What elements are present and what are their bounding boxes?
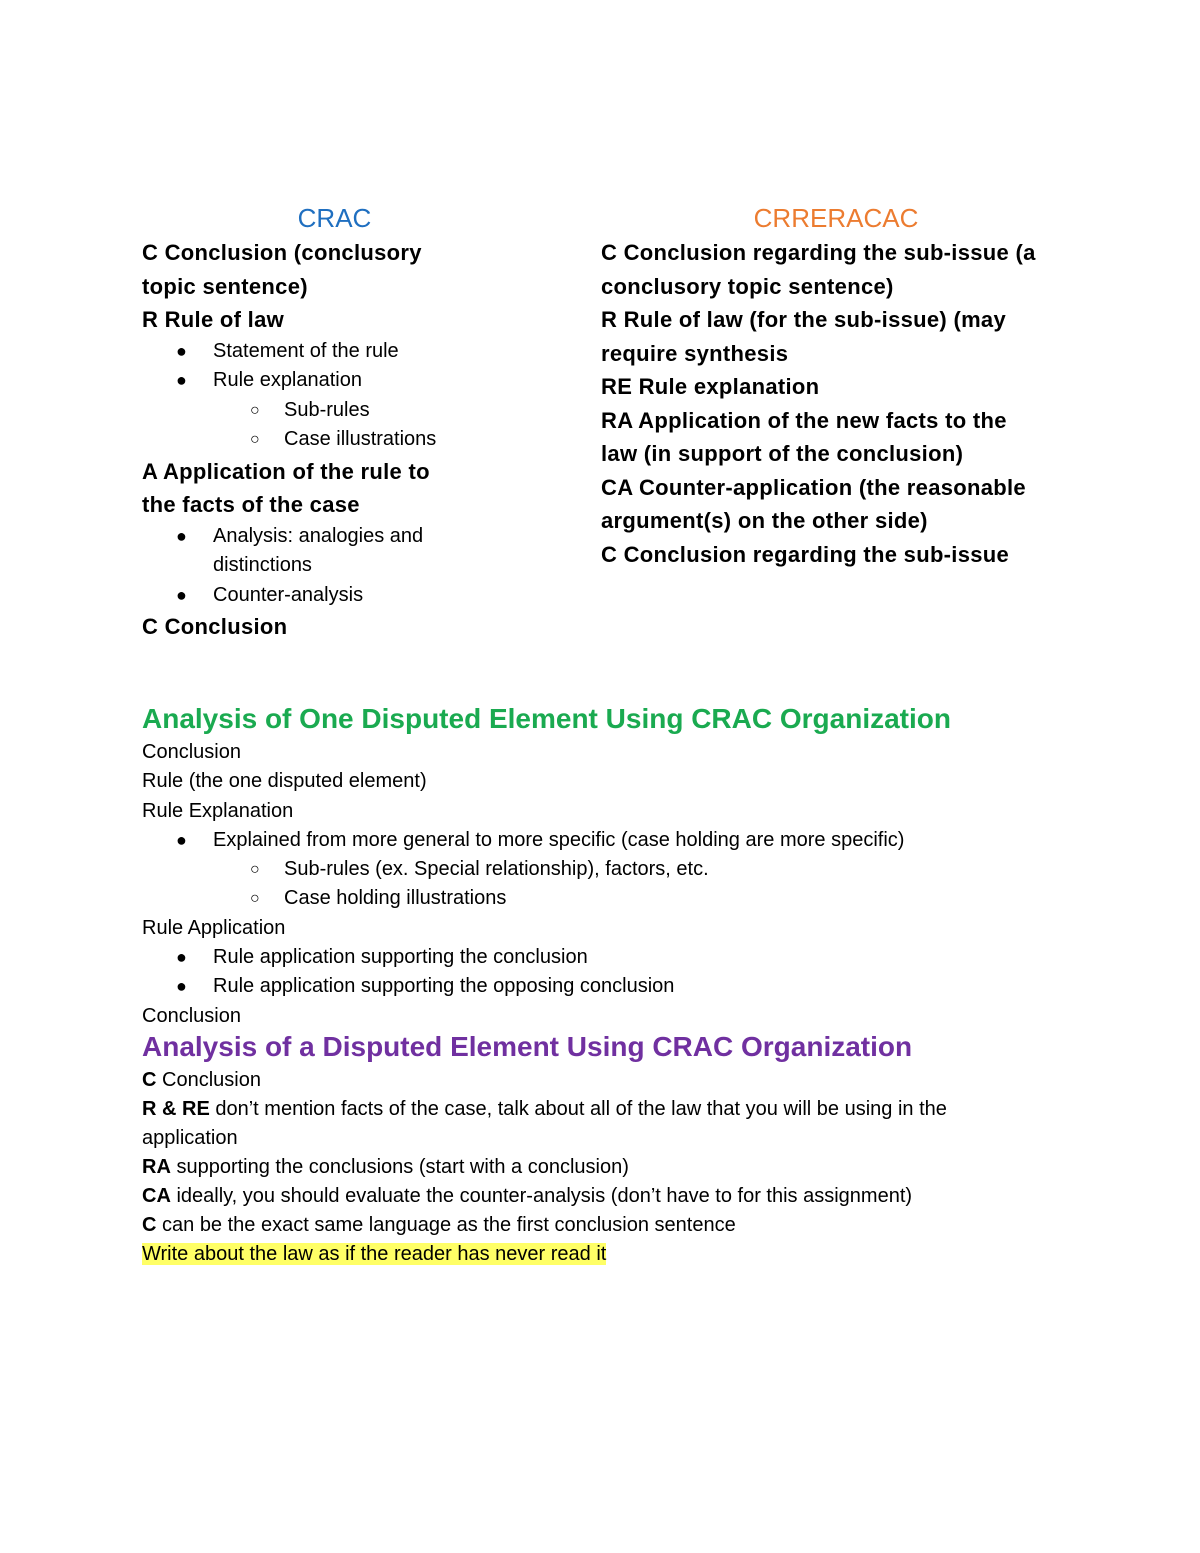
crreracac-line: CA Counter-application (the reasonable argument(s) on the other side) [601, 474, 1026, 533]
crreracac-line: C Conclusion regarding the sub-issue [601, 541, 1010, 567]
list-item: ● Rule application supporting the conclusion [142, 943, 1092, 972]
crac-conclusion: C Conclusion (conclusory topic sentence) [142, 240, 422, 299]
rule-explanation-subbullets [142, 855, 1092, 914]
list-item: ● Analysis: analogies and distinctions [142, 522, 542, 581]
text-line: Rule Explanation [142, 799, 294, 822]
list-item: ● Explained from more general to more specific (case holding are more specific) [142, 826, 1092, 855]
crreracac-title: CRRERACAC [753, 203, 919, 233]
circle-bullet-icon: ○ [250, 861, 260, 879]
text-line: Rule (the one disputed element) [142, 770, 427, 793]
crreracac-line: RA Application of the new facts to the law (in support of the conclusion) [601, 407, 1007, 466]
list-item: ○ Case illustrations [142, 425, 542, 455]
text-line: RA supporting the conclusions (start with a conclusion) [142, 1156, 629, 1178]
rule-explanation-bullets [142, 826, 1092, 855]
circle-bullet-icon: ○ [250, 890, 260, 908]
crac-rule: R Rule of law [142, 307, 285, 332]
bullet-icon: ● [176, 947, 187, 968]
list-item: ○ Sub-rules [142, 396, 542, 426]
text-line: R & RE don’t mention facts of the case, talk about all of the law that you will be using in the application [142, 1098, 947, 1149]
crac-rule-subbullets [142, 396, 542, 455]
crac-application: A Application of the rule to the facts of the case [142, 458, 430, 517]
text-line: C can be the exact same language as the first conclusion sentence [142, 1214, 736, 1236]
list-item: ○ Case holding illustrations [142, 884, 1092, 913]
crac-final-conclusion: C Conclusion [142, 614, 288, 639]
crac-title: CRAC [297, 203, 372, 233]
list-item: ○ Sub-rules (ex. Special relationship), factors, etc. [142, 855, 1092, 884]
crreracac-line: C Conclusion regarding the sub-issue (a conclusory topic sentence) [601, 240, 1036, 299]
bullet-icon: ● [176, 584, 187, 605]
rule-application-bullets [142, 943, 1092, 1002]
section-heading: Analysis of a Disputed Element Using CRAC Organization [142, 1031, 913, 1062]
circle-bullet-icon: ○ [250, 431, 260, 448]
crreracac-column [601, 200, 1071, 571]
bullet-icon: ● [176, 976, 187, 997]
bullet-icon: ● [176, 829, 187, 850]
highlighted-text: Write about the law as if the reader has never read it [142, 1243, 607, 1265]
section-disputed-element [142, 1028, 1092, 1269]
list-item: ● Rule application supporting the opposing conclusion [142, 972, 1092, 1001]
bullet-icon: ● [176, 370, 187, 390]
highlighted-line [142, 1240, 1092, 1269]
text-line: Conclusion [142, 1004, 241, 1027]
crreracac-line: R Rule of law (for the sub-issue) (may require synthesis [601, 307, 1007, 366]
text-line: Conclusion [142, 741, 241, 763]
text-line: CA ideally, you should evaluate the counter-analysis (don’t have to for this assignment) [142, 1185, 913, 1207]
list-item: ● Counter-analysis [142, 581, 542, 611]
section-one-disputed-element [142, 700, 1092, 1031]
section-heading: Analysis of One Disputed Element Using CRAC Organization [142, 703, 951, 734]
crac-column [142, 200, 542, 644]
list-item: ● Rule explanation [142, 366, 542, 396]
bullet-icon: ● [176, 525, 187, 546]
crac-application-bullets [142, 522, 542, 611]
text-line: C Conclusion [142, 1069, 261, 1091]
text-line: Rule Application [142, 916, 286, 939]
crac-rule-bullets [142, 337, 542, 396]
crreracac-line: RE Rule explanation [601, 374, 820, 399]
bullet-icon: ● [176, 340, 187, 361]
list-item: ● Statement of the rule [142, 337, 542, 367]
circle-bullet-icon: ○ [250, 401, 260, 419]
